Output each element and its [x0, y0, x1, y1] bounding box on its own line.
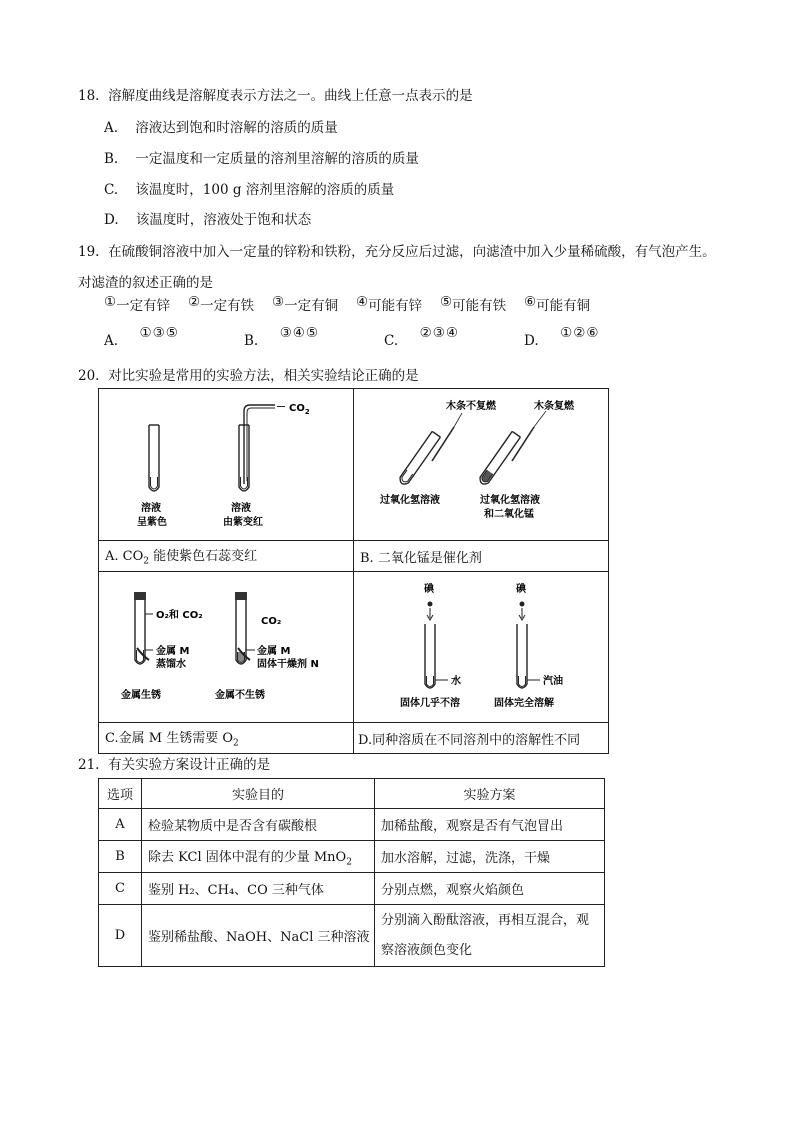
q19-choice-c: C. ②③④: [384, 325, 459, 349]
q20-figure-c: [99, 572, 354, 723]
q19-choice-b: B. ③④⑤: [244, 325, 319, 349]
tube-a2-label: 溶液: [231, 503, 251, 514]
header-option: 选项: [99, 779, 142, 809]
metal-m-label-1: 金属 M: [156, 646, 190, 657]
water-label: 水: [451, 676, 461, 687]
splint-relit-label: 木条复燃: [534, 401, 574, 412]
co2-label-c: CO₂: [261, 616, 282, 627]
q20-caption-d: D.同种溶质在不同溶剂中的溶解性不同: [354, 723, 609, 754]
dissolved-label: 固体完全溶解: [494, 698, 554, 709]
tube-b1-label: 过氧化氢溶液: [380, 495, 440, 506]
q19-item-1: ①一定有锌: [104, 294, 171, 314]
test-tube-diagram-d: [354, 572, 608, 718]
q20-caption-b: B. 二氧化锰是催化剂: [354, 541, 609, 572]
tube-b2-sublabel: 和二氧化锰: [484, 509, 534, 520]
q20-figure-table: [98, 388, 609, 754]
q20-figure-d: [354, 572, 609, 723]
no-rust-label: 金属不生锈: [215, 690, 265, 701]
q19-item-3: ③一定有铜: [272, 294, 339, 314]
insoluble-label: 固体几乎不溶: [400, 698, 460, 709]
q18-stem: 18. 溶解度曲线是溶解度表示方法之一。曲线上任意一点表示的是: [78, 88, 473, 104]
iodine-label-2: 碘: [516, 584, 526, 595]
q19-choice-d: D. ①②⑥: [524, 325, 600, 349]
q19-stem-continued: 对滤渣的叙述正确的是: [78, 275, 213, 291]
q18-option-a: A. 溶液达到饱和时溶解的溶质的质量: [104, 120, 338, 136]
tube-a1-label: 溶液: [141, 503, 161, 514]
q21-stem: 21. 有关实验方案设计正确的是: [78, 757, 271, 773]
q20-figure-a: [99, 389, 354, 541]
test-tube-diagram-a: [99, 389, 353, 536]
desiccant-label: 固体干燥剂 N: [257, 659, 319, 670]
distilled-water-label: 蒸馏水: [156, 659, 186, 670]
q19-item-5: ⑤可能有铁: [440, 294, 507, 314]
q19-item-6: ⑥可能有铜: [524, 294, 591, 314]
test-tube-diagram-b: [354, 389, 608, 536]
table-row: B 除去 KCl 固体中混有的少量 MnO$_2$ 加水溶解，过滤，洗涤，干燥: [99, 841, 605, 873]
q18-option-d: D. 该温度时，溶液处于饱和状态: [104, 212, 312, 228]
q20-caption-a: A. $CO_2$ 能使紫色石蕊变红: [99, 541, 354, 572]
q18-option-b: B. 一定温度和一定质量的溶剂里溶解的溶质的质量: [104, 151, 419, 167]
table-header-row: [99, 779, 605, 809]
tube-b2-label: 过氧化氢溶液: [480, 495, 540, 506]
q20-figure-b: [354, 389, 609, 541]
table-row: C 鉴别 H₂、CH₄、CO 三种气体 分别点燃，观察火焰颜色: [99, 873, 605, 905]
q19-item-2: ②一定有铁: [188, 294, 255, 314]
q20-stem: 20. 对比实验是常用的实验方法，相关实验结论正确的是: [78, 368, 419, 384]
q21-table: [98, 778, 605, 967]
iodine-label-1: 碘: [424, 584, 434, 595]
q19-item-4: ④可能有锌: [356, 294, 423, 314]
tube-a1-sublabel: 呈紫色: [137, 517, 167, 528]
q20-caption-c: C.金属 M 生锈需要 $O_2$: [99, 723, 354, 754]
gasoline-label: 汽油: [543, 676, 563, 687]
splint-not-relit-label: 木条不复燃: [446, 401, 496, 412]
header-plan: 实验方案: [375, 779, 605, 809]
table-row: D 鉴别稀盐酸、NaOH、NaCl 三种溶液 分别滴入酚酞溶液，再相互混合，观 察溶液颜色变化: [99, 905, 605, 967]
tube-a2-sublabel: 由紫变红: [223, 517, 263, 528]
co2-label: $CO_2$: [289, 403, 310, 416]
test-tube-diagram-c: [99, 572, 353, 718]
rusts-label: 金属生锈: [121, 690, 161, 701]
q18-option-c: C. 该温度时，100 g 溶剂里溶解的溶质的质量: [104, 182, 395, 198]
header-purpose: 实验目的: [142, 779, 375, 809]
gas-mix-label: O₂和 CO₂: [156, 610, 203, 621]
q19-stem: 19. 在硫酸铜溶液中加入一定量的锌粉和铁粉，充分反应后过滤，向滤渣中加入少量稀硫酸，有气泡产生。: [78, 244, 716, 260]
metal-m-label-2: 金属 M: [257, 646, 291, 657]
q19-choice-a: A. ①③⑤: [104, 325, 179, 349]
table-row: A 检验某物质中是否含有碳酸根 加稀盐酸，观察是否有气泡冒出: [99, 809, 605, 841]
